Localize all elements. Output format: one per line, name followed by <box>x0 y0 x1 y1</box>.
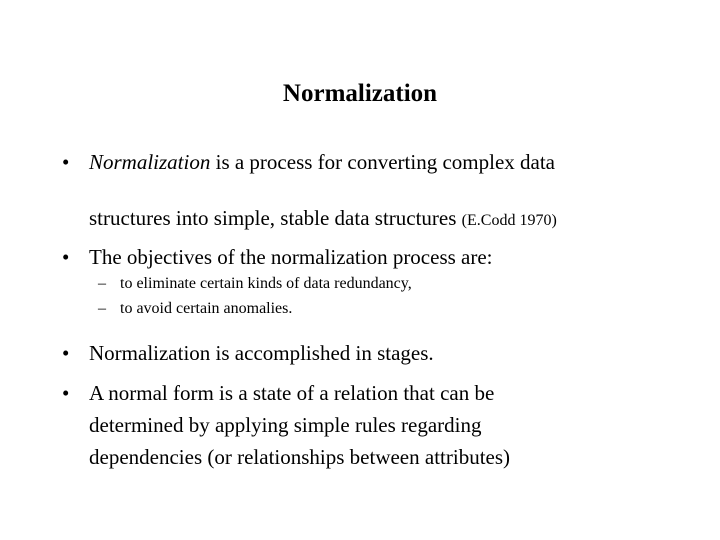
bullet-definition <box>62 147 672 236</box>
bullet-text-part1: is a process for converting complex data <box>210 150 555 174</box>
sub-bullet-text: to avoid certain anomalies. <box>120 300 293 317</box>
bullet-marker: • <box>62 341 70 365</box>
bullet-objectives <box>62 242 672 272</box>
sub-bullet-marker: – <box>98 275 106 292</box>
bullet-marker: • <box>62 150 70 174</box>
sub-bullet-marker: – <box>98 300 106 317</box>
bullet-stages <box>62 338 672 368</box>
italic-term: Normalization <box>89 150 211 174</box>
bullet-text <box>89 147 672 236</box>
bullet-text: The objectives of the normalization process are: <box>89 245 493 269</box>
bullet-text: Normalization is accomplished in stages. <box>89 341 434 365</box>
sub-bullet-text: to eliminate certain kinds of data redundancy, <box>120 275 412 292</box>
bullet-text-part2: structures into simple, stable data structures <box>89 206 462 230</box>
citation: (E.Codd 1970) <box>461 212 557 229</box>
sub-bullet-anomalies <box>98 297 678 321</box>
slide-title: Normalization <box>282 80 438 107</box>
bullet-text-line2 <box>89 203 672 236</box>
bullet-marker: • <box>62 245 70 269</box>
bullet-text: A normal form is a state of a relation that can be determined by applying simple rules regarding dependencies (or relationships between attributes) <box>89 381 511 469</box>
bullet-marker: • <box>62 381 70 405</box>
sub-bullet-redundancy <box>98 272 678 296</box>
bullet-normal-form <box>62 377 562 473</box>
